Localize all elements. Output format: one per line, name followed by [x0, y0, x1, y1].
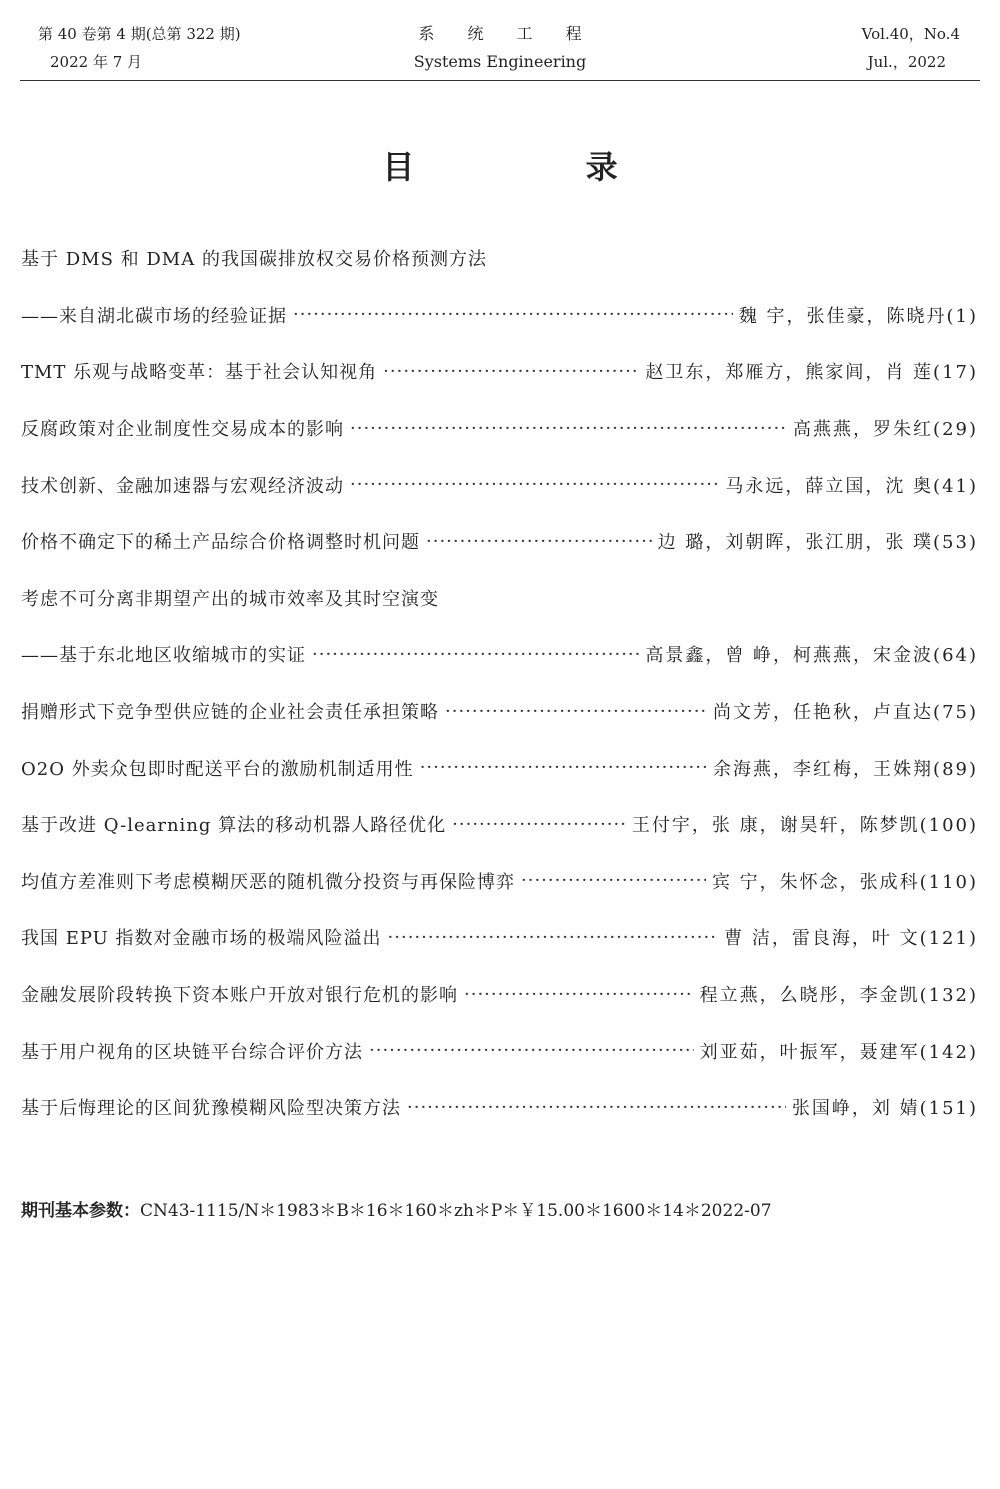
dot-leader — [420, 757, 707, 778]
dot-leader — [388, 927, 719, 948]
journal-name-en: Systems Engineering — [413, 52, 587, 71]
toc-entry-title: 基于改进 Q-learning 算法的移动机器人路径优化 — [21, 815, 447, 837]
toc-entry-title: ——来自湖北碳市场的经验证据 — [21, 305, 287, 327]
journal-parameters — [21, 1196, 772, 1221]
toc-entry[interactable] — [21, 853, 978, 910]
toc-entry-title: ——基于东北地区收缩城市的实证 — [21, 645, 306, 667]
toc-entry[interactable] — [21, 626, 978, 683]
toc-entry-title: 捐赠形式下竞争型供应链的企业社会责任承担策略 — [21, 702, 439, 724]
toc-entry-title: 技术创新、金融加速器与宏观经济波动 — [21, 475, 344, 497]
toc-entry[interactable] — [21, 456, 978, 513]
toc-entry[interactable] — [21, 1079, 978, 1136]
toc-entry-authors-page: 高燕燕，罗朱红(29) — [793, 419, 978, 441]
toc-entry-authors-page: 马永远，薛立国，沈 奥(41) — [725, 475, 978, 497]
toc-entry[interactable] — [21, 343, 978, 400]
toc-entry-title: 我国 EPU 指数对金融市场的极端风险溢出 — [21, 928, 382, 950]
toc-entry-authors-page: 刘亚茹，叶振军，聂建军(142) — [699, 1041, 978, 1063]
dot-leader — [464, 984, 694, 1005]
toc-entry-authors-page: 程立燕，么晓彤，李金凯(132) — [699, 985, 978, 1007]
dot-leader — [445, 701, 707, 722]
page-header — [20, 14, 980, 81]
toc-entry-title: 价格不确定下的稀土产品综合价格调整时机问题 — [21, 532, 420, 554]
toc-entry-authors-page: 尚文芳，任艳秋，卢直达(75) — [713, 702, 978, 724]
toc-entry-title: 基于 DMS 和 DMA 的我国碳排放权交易价格预测方法 — [21, 249, 487, 271]
toc-entry-title: TMT 乐观与战略变革：基于社会认知视角 — [21, 362, 378, 384]
toc-entry[interactable] — [21, 909, 978, 966]
toc-entry-authors-page: 高景鑫，曾 峥，柯燕燕，宋金波(64) — [645, 645, 978, 667]
toc-entry[interactable] — [21, 230, 978, 287]
dot-leader — [293, 304, 733, 325]
date-en: Jul.，2022 — [867, 53, 946, 71]
dot-leader — [407, 1097, 786, 1118]
journal-name-cn: 系 统 工 程 — [418, 24, 596, 43]
toc-entry[interactable] — [21, 513, 978, 570]
toc-entry-authors-page: 王付宇，张 康，谢昊轩，陈梦凯(100) — [631, 815, 978, 837]
toc-entry[interactable] — [21, 683, 978, 740]
dot-leader — [383, 361, 639, 382]
date-cn: 2022 年 7 月 — [50, 53, 143, 71]
params-label: 期刊基本参数： — [21, 1201, 140, 1221]
toc-entry-title: O2O 外卖众包即时配送平台的激励机制适用性 — [21, 758, 414, 780]
header-right — [862, 20, 960, 76]
dot-leader — [452, 814, 626, 835]
toc-entry-title: 金融发展阶段转换下资本账户开放对银行危机的影响 — [21, 985, 458, 1007]
dot-leader — [426, 531, 652, 552]
dot-leader — [521, 870, 706, 891]
toc-entry-authors-page: 赵卫东，郑雁方，熊家闾，肖 莲(17) — [645, 362, 978, 384]
toc-entry-authors-page: 宾 宁，朱怀念，张成科(110) — [711, 871, 978, 893]
toc-entry-authors-page: 张国峥，刘 婧(151) — [791, 1098, 978, 1120]
toc-entry-title: 反腐政策对企业制度性交易成本的影响 — [21, 419, 344, 441]
toc-entry-authors-page: 魏 宇，张佳豪，陈晓丹(1) — [738, 305, 978, 327]
toc-entry[interactable] — [21, 1022, 978, 1079]
toc-entry[interactable] — [21, 796, 978, 853]
toc-entry[interactable] — [21, 966, 978, 1023]
toc-entry-title: 基于用户视角的区块链平台综合评价方法 — [21, 1041, 363, 1063]
params-value: CN43-1115/N＊1983＊B＊16＊160＊zh＊P＊￥15.00＊1600＊14＊2022-07 — [140, 1201, 772, 1221]
volume-issue-en: Vol.40，No.4 — [861, 25, 960, 43]
dot-leader — [350, 474, 719, 495]
dot-leader — [312, 644, 639, 665]
header-center — [20, 20, 980, 76]
toc-entry-authors-page: 边 璐，刘朝晖，张江朋，张 璞(53) — [657, 532, 978, 554]
dot-leader — [350, 418, 787, 439]
toc-entry[interactable] — [21, 400, 978, 457]
volume-issue-cn: 第 40 卷第 4 期(总第 322 期) — [38, 25, 241, 43]
table-of-contents — [21, 230, 978, 1136]
toc-entry-authors-page: 余海燕，李红梅，王姝翔(89) — [713, 758, 978, 780]
toc-entry-title: 均值方差准则下考虑模糊厌恶的随机微分投资与再保险博弈 — [21, 871, 515, 893]
toc-entry-authors-page: 曹 洁，雷良海，叶 文(121) — [724, 928, 978, 950]
toc-entry[interactable] — [21, 739, 978, 796]
toc-entry[interactable] — [21, 570, 978, 627]
toc-entry-title: 考虑不可分离非期望产出的城市效率及其时空演变 — [21, 588, 439, 610]
dot-leader — [369, 1040, 694, 1061]
page-title: 目 录 — [382, 148, 698, 186]
toc-entry-title: 基于后悔理论的区间犹豫模糊风险型决策方法 — [21, 1098, 401, 1120]
toc-entry[interactable] — [21, 287, 978, 344]
